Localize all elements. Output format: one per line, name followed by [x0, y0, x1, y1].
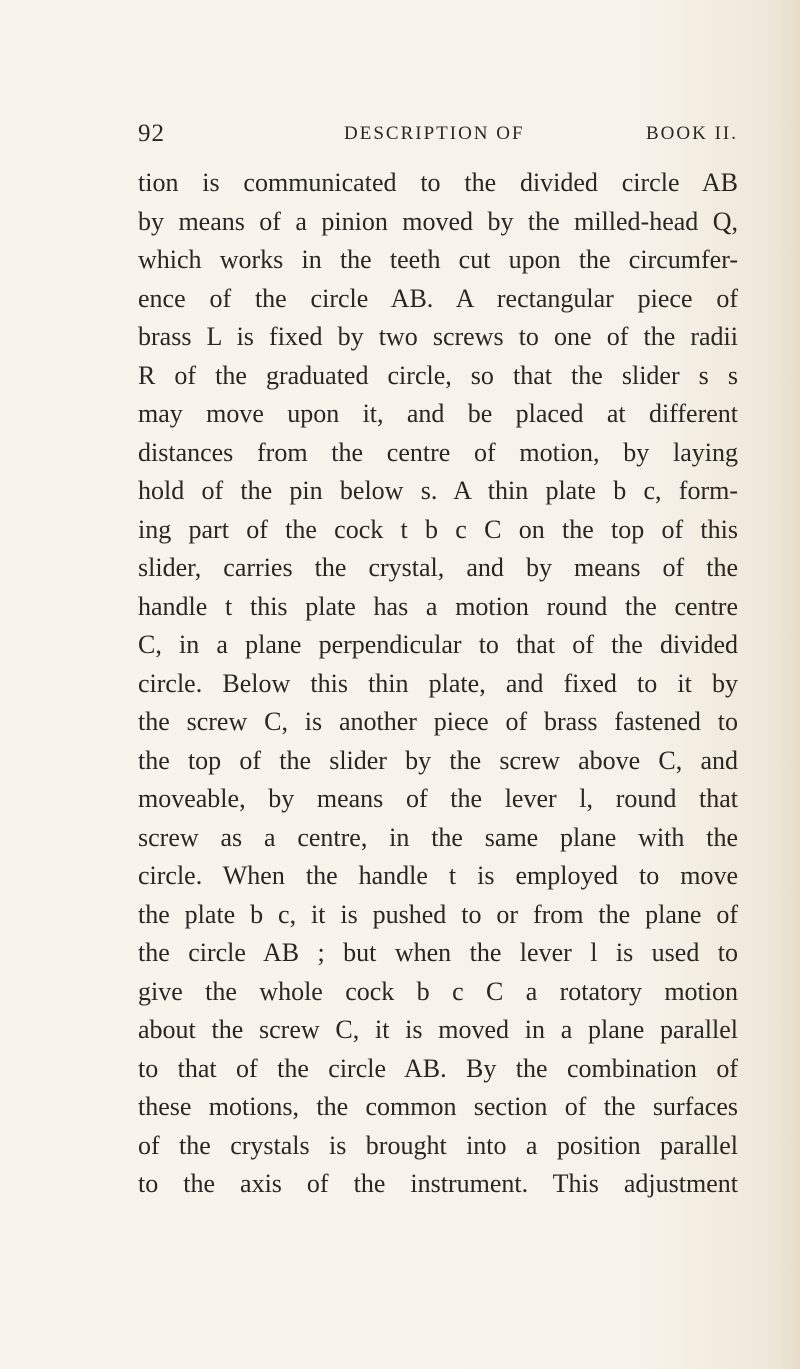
text-line: C, in a plane perpendicular to that of the divided: [138, 630, 738, 659]
running-title: DESCRIPTION OF: [344, 123, 525, 144]
text-line: which works in the teeth cut upon the circumfer-: [138, 245, 738, 274]
text-line: tion is communicated to the divided circle AB: [138, 168, 738, 197]
text-line: to that of the circle AB. By the combination of: [138, 1053, 738, 1083]
text-line: hold of the pin below s. A thin plate b c, form-: [138, 476, 738, 505]
body-text: [138, 164, 738, 1204]
text-line: handle t this plate has a motion round the centre: [138, 591, 738, 621]
text-line: moveable, by means of the lever l, round that: [138, 784, 738, 813]
text-line: distances from the centre of motion, by laying: [138, 437, 738, 467]
text-line: ence of the circle AB. A rectangular piece of: [138, 283, 738, 313]
text-line: circle. Below this thin plate, and fixed to it by: [138, 668, 738, 698]
text-line: the circle AB ; but when the lever l is used to: [138, 938, 738, 967]
text-line: the plate b c, it is pushed to or from the plane of: [138, 899, 738, 929]
text-line: brass L is fixed by two screws to one of the radii: [138, 322, 738, 351]
text-line: R of the graduated circle, so that the slider s s: [138, 360, 738, 390]
page-number: 92: [138, 120, 165, 147]
text-line: screw as a centre, in the same plane with the: [138, 822, 738, 852]
text-line: ing part of the cock t b c C on the top of this: [138, 514, 738, 544]
text-line: the screw C, is another piece of brass fastened to: [138, 707, 738, 736]
text-line: of the crystals is brought into a position parallel: [138, 1130, 738, 1160]
page-header: [138, 120, 738, 150]
text-line: by means of a pinion moved by the milled-head Q,: [138, 206, 738, 236]
text-line: may move upon it, and be placed at different: [138, 399, 738, 428]
text-line: the top of the slider by the screw above C, and: [138, 745, 738, 775]
text-line: give the whole cock b c C a rotatory motion: [138, 976, 738, 1006]
text-line: slider, carries the crystal, and by means of the: [138, 553, 738, 582]
book-label: BOOK II.: [646, 123, 738, 144]
text-line: to the axis of the instrument. This adjustment: [138, 1169, 738, 1198]
text-line: circle. When the handle t is employed to move: [138, 861, 738, 890]
text-line: these motions, the common section of the surfaces: [138, 1092, 738, 1121]
text-line: about the screw C, it is moved in a plane parallel: [138, 1015, 738, 1044]
